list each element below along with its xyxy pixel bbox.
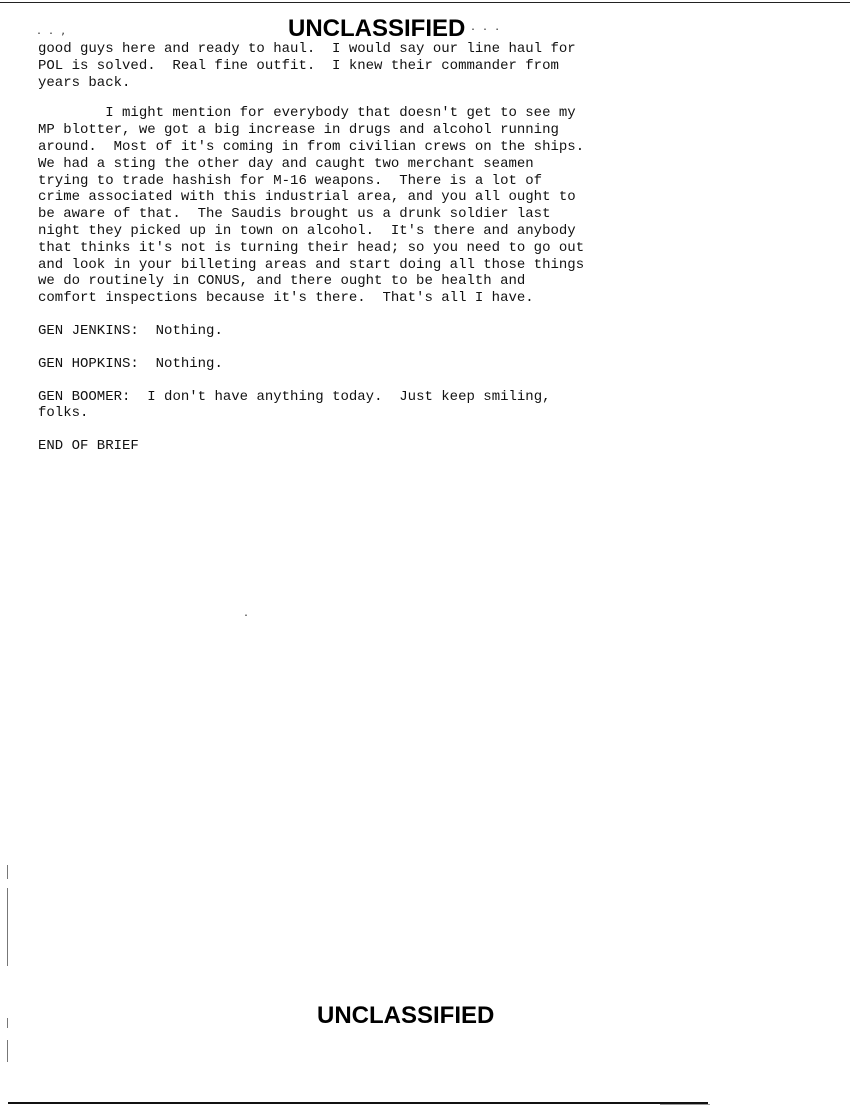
scan-speckles: . (243, 608, 250, 619)
speaker-name: GEN JENKINS: (38, 322, 139, 339)
text-line: be aware of that. The Saudis brought us a drunk soldier last (38, 206, 551, 223)
text-line: night they picked up in town on alcohol. It's there and anybody (38, 222, 576, 239)
text-line: We had a sting the other day and caught two merchant seamen (38, 155, 534, 172)
remark-boomer (38, 389, 718, 423)
text-line: years back. (38, 74, 131, 91)
remark-text: I don't have anything today. Just keep smiling, (147, 388, 551, 405)
text-line: MP blotter, we got a big increase in drugs and alcohol running (38, 122, 559, 139)
text-line: crime associated with this industrial area, and you all ought to (38, 189, 576, 206)
speaker-name: GEN BOOMER: (38, 388, 131, 405)
text-line: POL is solved. Real fine outfit. I knew their commander from (38, 57, 559, 74)
remark-jenkins (38, 323, 718, 340)
text-line: and look in your billeting areas and start doing all those things (38, 256, 585, 273)
remark-text: Nothing. (155, 322, 223, 339)
margin-scan-mark (7, 888, 8, 966)
bottom-page-edge (8, 1102, 708, 1104)
text-line: around. Most of it's coming in from civilian crews on the ships. (38, 138, 585, 155)
text-line: we do routinely in CONUS, and there ought to be health and (38, 273, 526, 290)
bottom-page-edge (660, 1104, 710, 1105)
top-page-edge (0, 2, 850, 3)
scan-speckles: . . . (470, 22, 501, 33)
remark-hopkins (38, 356, 718, 373)
bottom-classification-marking: UNCLASSIFIED (317, 1002, 495, 1029)
text-line: I might mention for everybody that doesn't get to see my (38, 105, 576, 122)
scan-speckles: . . , (36, 26, 67, 37)
margin-scan-mark (7, 1040, 8, 1062)
paragraph-mp-blotter (38, 105, 718, 307)
remark-text: Nothing. (155, 355, 223, 372)
margin-scan-mark (7, 865, 8, 879)
margin-scan-mark (7, 1018, 8, 1028)
text-line: good guys here and ready to haul. I would say our line haul for (38, 41, 576, 57)
text-line: comfort inspections because it's there. That's all I have. (38, 290, 534, 307)
speaker-name: GEN HOPKINS: (38, 355, 139, 372)
document-body (38, 41, 718, 455)
paragraph-continuation (38, 41, 718, 91)
top-classification-marking: UNCLASSIFIED (288, 15, 466, 42)
remark-text: folks. (38, 405, 89, 422)
end-of-brief-marker: END OF BRIEF (38, 438, 139, 455)
text-line: that thinks it's not is turning their head; so you need to go out (38, 239, 585, 256)
text-line: trying to trade hashish for M-16 weapons. There is a lot of (38, 172, 543, 189)
